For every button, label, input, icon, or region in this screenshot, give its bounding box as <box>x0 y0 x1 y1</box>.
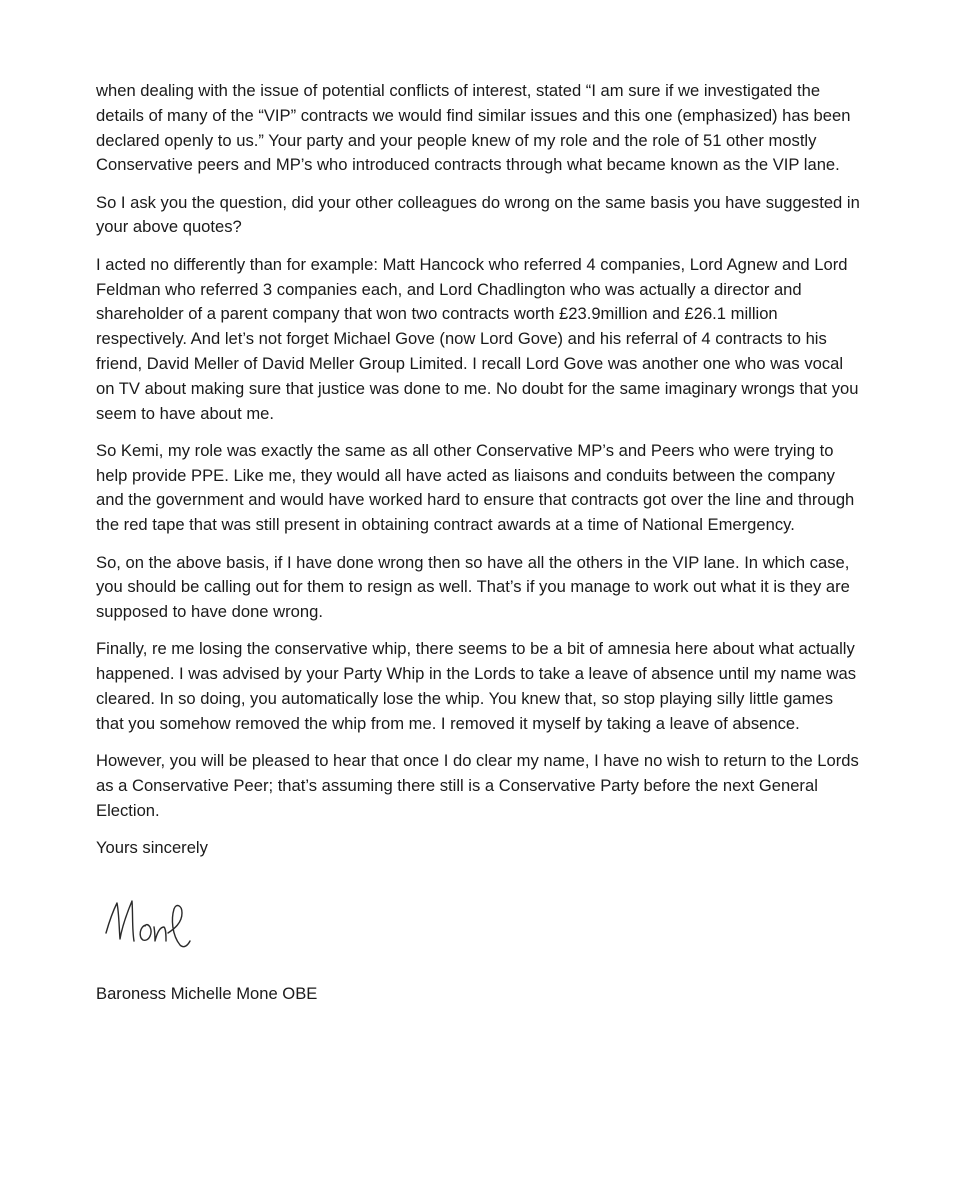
handwritten-signature <box>102 889 212 959</box>
paragraph-6: Finally, re me losing the conservative whip, there seems to be a bit of amnesia here about what actually happened. I was advised by your Party Whip in the Lords to take a leave of absence until my name was cleared. In so doing, you automatically lose the whip. You knew that, so stop playing silly little games that you somehow removed the whip from me. I removed it myself by taking a leave of absence. <box>96 639 857 733</box>
paragraph-2: So I ask you the question, did your other colleagues do wrong on the same basis you have suggested in your above quotes? <box>96 192 860 237</box>
paragraph-1: when dealing with the issue of potential conflicts of interest, stated “I am sure if we investigated the details of many of the “VIP” contracts we would find similar issues and this one (emphasized) has been declared openly to us.” Your party and your people knew of my role and the role of 51 other mostly Conservative peers and MP’s who introduced contracts through what became known as the VIP lane. <box>96 81 851 175</box>
paragraph-5: So, on the above basis, if I have done wrong then so have all the others in the VIP lane. In which case, you should be calling out for them to resign as well. That’s if you manage to work out what it is they are supposed to have done wrong. <box>96 552 850 622</box>
paragraph-7: However, you will be pleased to hear that once I do clear my name, I have no wish to return to the Lords as a Conservative Peer; that’s assuming there still is a Conservative Party before the next General Election. <box>96 751 859 820</box>
signatory-name: Baroness Michelle Mone OBE <box>96 983 318 1003</box>
paragraph-3: I acted no differently than for example: Matt Hancock who referred 4 companies, Lord Agnew and Lord Feldman who referred 3 companies each, and Lord Chadlington who was actually a director and shareholder of a parent company that won two contracts worth £23.9million and £26.1 million respectively. And let’s not forget Michael Gove (now Lord Gove) and his referral of 4 contracts to his friend, David Meller of David Meller Group Limited. I recall Lord Gove was another one who was vocal on TV about making sure that justice was done to me. No doubt for the same imaginary wrongs that you seem to have about me. <box>96 254 859 423</box>
closing: Yours sincerely <box>96 838 208 858</box>
paragraph-4: So Kemi, my role was exactly the same as all other Conservative MP’s and Peers who were trying to help provide PPE. Like me, they would all have acted as liaisons and conduits between the company and the government and would have worked hard to ensure that contracts got over the line and through the red tape that was still present in obtaining contract awards at a time of National Emergency. <box>96 440 855 535</box>
